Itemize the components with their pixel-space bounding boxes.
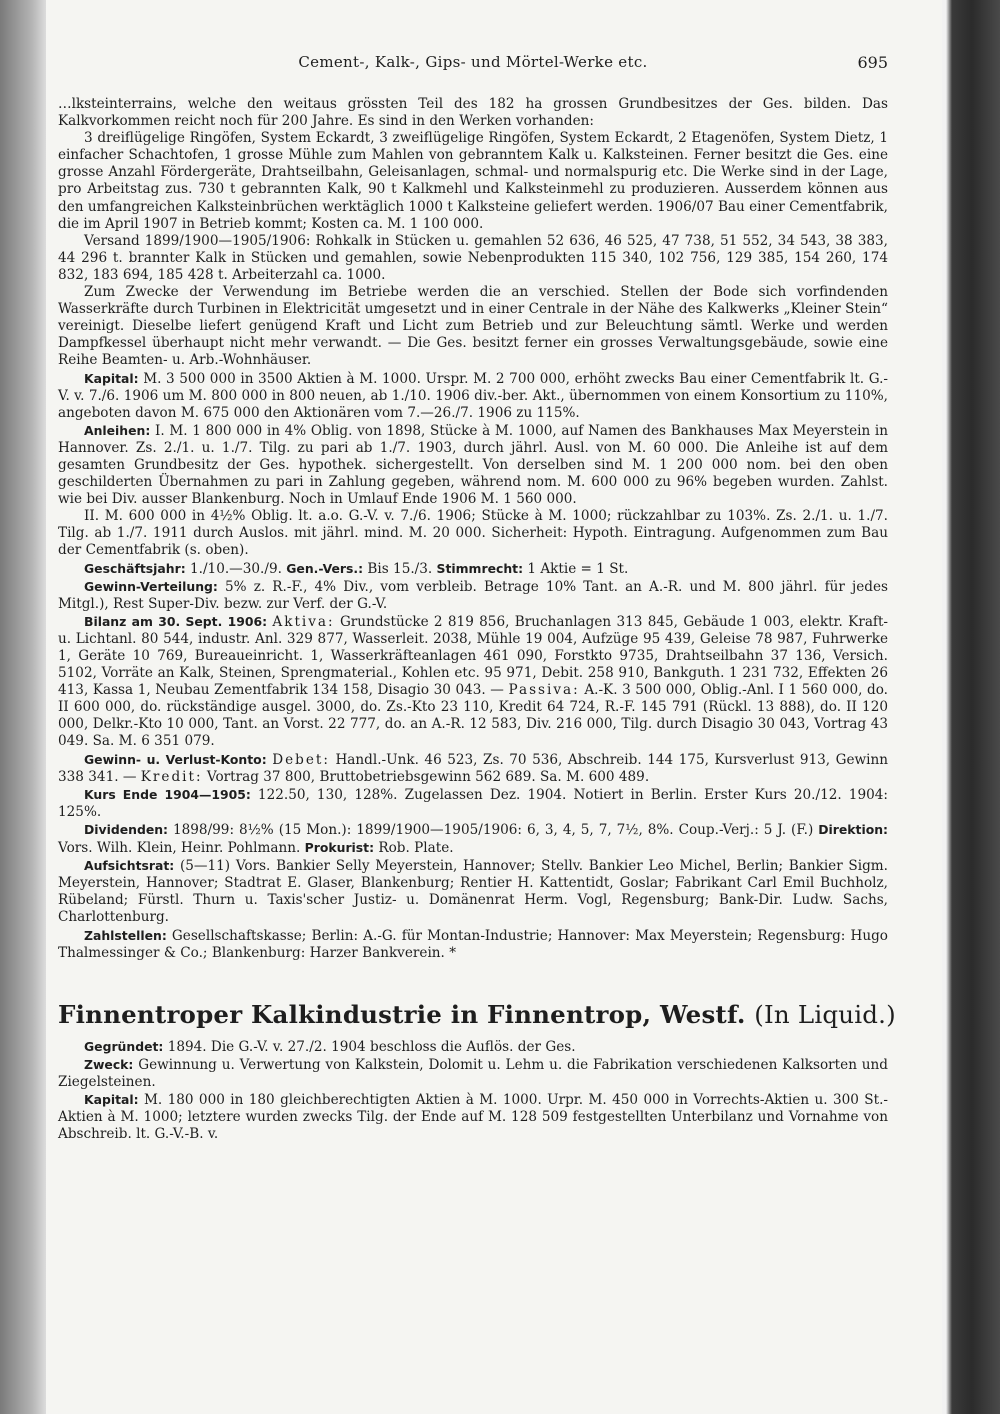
entry-kurs: [58, 786, 888, 821]
entry-gewinn-verlust: [58, 751, 888, 786]
zahlstellen-text: Gesellschaftskasse; Berlin: A.-G. für Montan-Industrie; Hannover: Max Meyerstein; Regensburg: Hugo Thalmessinger & Co.; Blankenburg: Harzer Bankverein. *: [58, 927, 888, 961]
kurs-label: Kurs Ende 1904—1905:: [84, 786, 251, 802]
direktion-text: Vors. Wilh. Klein, Heinr. Pohlmann.: [58, 840, 301, 857]
gewinn-verlust-label: Gewinn- u. Verlust-Konto:: [84, 751, 267, 767]
dividenden-label: Dividenden:: [84, 821, 168, 837]
page-sheet: [46, 0, 942, 1414]
aktiva-label: Aktiva:: [272, 613, 335, 630]
direktion-label: Direktion:: [818, 821, 888, 837]
page-header: [58, 44, 888, 74]
aktiva-text: Grundstücke 2 819 856, Bruchanlagen 313 845, Gebäude 1 003, elektr. Kraft- u. Lichtanl. 80 544, industr. Anl. 329 877, Wasserleit. 2038, Mühle 19 004, Aufzüge 95 439, Geleise 78 987, Fuhrwerke 1, Geräte 10 769, Bureaueinricht. 1, Wasserkräfteanlagen 461 090, Forstkto 9735, Drahtseilbahn 37 136, Versich. 5102, Vorräte an Kalk, Steinen, Sprengmaterial., Kohlen etc. 95 971, Debit. 258 910, Bankguth. 1 231 732, Effekten 26 413, Kassa 1, Neubau Zementfabrik 134 158, Disagio 30 043. —: [58, 613, 889, 699]
kapital-text: M. 3 500 000 in 3500 Aktien à M. 1000. Urspr. M. 2 700 000, erhöht zwecks Bau einer Cementfabrik lt. G.-V. v. 7./6. 1906 um M. 800 000 in 800 neuen, ab 1./10. 1906 div.-ber. Akt., übernommen von einem Konsortium zu 110%, angeboten davon M. 675 000 den Aktionären vom 7.—26./7. 1906 zu 115%.: [58, 370, 888, 421]
next-kapital-text: M. 180 000 in 180 gleichberechtigten Aktien à M. 1000. Urpr. M. 450 000 in Vorrechts-Aktien u. 300 St.-Aktien à M. 1000; letztere wurden zwecks Tilg. der Ende auf M. 128 509 festgestellten Unterbilanz und Vornahme von Abschreib. lt. G.-V.-B. v.: [58, 1091, 888, 1143]
scan-right-edge: [942, 0, 1000, 1414]
kredit-text: Vortrag 37 800, Bruttobetriebsgewinn 562 689. Sa. M. 600 489.: [206, 768, 650, 785]
page-body: [58, 44, 896, 1143]
passiva-label: Passiva:: [508, 682, 580, 699]
entry-zahlstellen: [58, 927, 888, 962]
gegruendet-text: 1894. Die G.-V. v. 27./2. 1904 beschloss die Auflös. der Ges.: [167, 1038, 576, 1055]
aufsichtsrat-text: (5—11) Vors. Bankier Selly Meyerstein, Hannover; Stellv. Bankier Leo Michel, Berlin; Bankier Sigm. Meyerstein, Hannover; Stadtrat E. Glaser, Blankenburg; Rentier H. Kattentidt, Goslar; Fabrikant Carl Emil Buchholz, Rübeland; Fürstl. Thurn u. Taxis'scher Justiz- u. Domänenrat Herm. Vogl, Regensburg; Bank-Dir. Ludw. Sachs, Charlottenburg.: [58, 858, 889, 926]
entry-anleihen-1: [58, 422, 888, 508]
kurs-text: 122.50, 130, 128%. Zugelassen Dez. 1904. Notiert in Berlin. Erster Kurs 20./12. 1904: 125%.: [58, 786, 888, 820]
gen-vers-text: Bis 15./3.: [367, 560, 433, 577]
anleihen-label: Anleihen:: [84, 422, 151, 438]
paragraph-shipments: Versand 1899/1900—1905/1906: Rohkalk in Stücken u. gemahlen 52 636, 46 525, 47 738, 51 552, 34 543, 38 383, 44 296 t. brannter Kalk in Stücken und gemahlen, sowie Nebenprodukten 115 340, 102 756, 129 385, 154 260, 174 832, 183 694, 185 428 t. Arbeiterzahl ca. 1000.: [58, 232, 888, 283]
next-entry-company: Finnentroper Kalkindustrie in Finnentrop, Westf.: [58, 999, 746, 1029]
entry-anleihen-2: II. M. 600 000 in 4½% Oblig. lt. a.o. G.-V. v. 7./6. 1906; Stücke à M. 1000; rückzahlbar zu 103%. Zs. 2./1. u. 1./7. Tilg. ab 1./7. 1911 durch Auslos. mit jährl. mind. M. 20 000. Sicherheit: Hypoth. Eintragung. Aufgenommen zum Bau der Cementfabrik (s. oben).: [58, 508, 888, 559]
next-kapital-label: Kapital:: [84, 1091, 139, 1107]
passiva-text: A.-K. 3 500 000, Oblig.-Anl. I 1 560 000, do. II 600 000, do. rückständige ausgel. 3000, do. Zs.-Kto 23 110, Kredit 64 724, R.-F. 145 791 (Rückl. 13 888), do. II 120 000, Delkr.-Kto 10 000, Tant. an Vorst. 22 777, do. an A.-R. 12 583, Div. 216 000, Tilg. durch Disagio 30 043, Vortrag 43 049. Sa. M. 6 351 079.: [58, 682, 888, 750]
entry-aufsichtsrat: [58, 857, 888, 926]
entry-geschaeftsjahr: [58, 560, 888, 578]
prokurist-text: Rob. Plate.: [378, 840, 454, 857]
kredit-label: Kredit:: [140, 768, 203, 785]
debet-label: Debet:: [272, 751, 330, 768]
zahlstellen-label: Zahlstellen:: [84, 927, 167, 943]
entry-gewinn-verteilung: [58, 578, 888, 613]
entry-bilanz: [58, 613, 888, 751]
paragraph-equipment: 3 dreiflügelige Ringöfen, System Eckardt, 3 zweiflügelige Ringöfen, System Eckardt, 2 Etagenöfen, System Dietz, 1 einfacher Schachtofen, 1 grosse Mühle zum Mahlen von gebranntem Kalk u. Kalksteinen. Ferner besitzt die Ges. eine grosse Anzahl Fördergeräte, Drahtseilbahn, Geleisanlagen, schmal- und normalspurig etc. Die Werke sind in der Lage, pro Arbeitstag zus. 730 t gebrannten Kalk, 90 t Kalkmehl und Kalksteinmehl zu produzieren. Ausserdem können aus den umfangreichen Kalksteinbrüchen werktäglich 1000 t Kalksteine geliefert werden. 1906/07 Bau einer Cementfabrik, die im April 1907 in Betrieb kommt; Kosten ca. M. 1 100 000.: [58, 130, 888, 232]
prokurist-label: Prokurist:: [304, 840, 375, 856]
zweck-text: Gewinnung u. Verwertung von Kalkstein, Dolomit u. Lehm u. die Fabrikation verschiedenen Kalksorten und Ziegelsteinen.: [58, 1056, 889, 1090]
aufsichtsrat-label: Aufsichtsrat:: [84, 858, 175, 874]
bilanz-label: Bilanz am 30. Sept. 1906:: [84, 613, 268, 629]
gewinn-verteilung-label: Gewinn-Verteilung:: [84, 578, 218, 594]
stimmrecht-label: Stimmrecht:: [436, 560, 524, 576]
entry-next-kapital: [58, 1091, 888, 1143]
entry-zweck: [58, 1056, 888, 1091]
stimmrecht-text: 1 Aktie = 1 St.: [527, 560, 629, 577]
scan-left-shadow: [0, 0, 46, 1414]
geschaeftsjahr-text: 1./10.—30./9.: [190, 560, 282, 577]
debet-text: Handl.-Unk. 46 523, Zs. 70 536, Abschreib. 144 175, Kursverlust 913, Gewinn 338 341. —: [58, 751, 888, 785]
anleihen-text-1: I. M. 1 800 000 in 4% Oblig. von 1898, Stücke à M. 1000, auf Namen des Bankhauses Max Meyerstein in Hannover. Zs. 2./1. u. 1./7. Tilg. zu pari ab 1./7. 1903, durch jährl. Ausl. von M. 60 000. Die Anleihe ist auf dem gesamten Grundbesitz der Ges. hypothek. sichergestellt. Von derselben sind M. 1 200 000 nom. bei den oben geschilderten Übernahmen zu pari in Zahlung gegeben, während nom. M. 600 000 zu 96% begeben wurden. Zahlst. wie bei Div. ausser Blankenburg. Noch in Umlauf Ende 1906 M. 1 560 000.: [58, 422, 888, 508]
page-number: 695: [857, 53, 888, 72]
zweck-label: Zweck:: [84, 1056, 134, 1072]
entry-kapital: [58, 370, 888, 422]
next-entry-status: (In Liquid.): [754, 999, 896, 1029]
gen-vers-label: Gen.-Vers.:: [286, 560, 364, 576]
running-title: Cement-, Kalk-, Gips- und Mörtel-Werke etc.: [298, 53, 648, 71]
paragraph-grounds: …lksteinterrains, welche den weitaus grössten Teil des 182 ha grossen Grundbesitzes der Ges. bilden. Das Kalkvorkommen reicht noch für 200 Jahre. Es sind in den Werken vorhanden:: [58, 96, 888, 130]
entry-dividenden: [58, 821, 888, 857]
paragraph-waterpower: Zum Zwecke der Verwendung im Betriebe werden die an verschied. Stellen der Bode sich vorfindenden Wasserkräfte durch Turbinen in Elektricität umgesetzt und in einer Centrale in der Nähe des Kalkwerks „Kleiner Stein“ vereinigt. Dieselbe liefert genügend Kraft und Licht zum Betrieb und zur Beleuchtung sämtl. Werke und werden Dampfkessel überhaupt nicht mehr verwandt. — Die Ges. besitzt ferner ein grosses Verwaltungsgebäude, sowie eine Reihe Beamten- u. Arb.-Wohnhäuser.: [58, 284, 888, 369]
kapital-label: Kapital:: [84, 370, 139, 386]
dividenden-text: 1898/99: 8½% (15 Mon.): 1899/1900—1905/1906: 6, 3, 4, 5, 7, 7½, 8%. Coup.-Verj.: 5 J. (F.): [172, 821, 814, 838]
next-entry-title: [58, 999, 896, 1030]
geschaeftsjahr-label: Geschäftsjahr:: [84, 560, 186, 576]
gegruendet-label: Gegründet:: [84, 1038, 164, 1054]
gewinn-verteilung-text: 5% z. R.-F., 4% Div., vom verbleib. Betrage 10% Tant. an A.-R. und M. 800 jährl. für jedes Mitgl.), Rest Super-Div. bezw. zur Verf. der G.-V.: [58, 578, 888, 612]
entry-gegruendet: [58, 1038, 888, 1056]
